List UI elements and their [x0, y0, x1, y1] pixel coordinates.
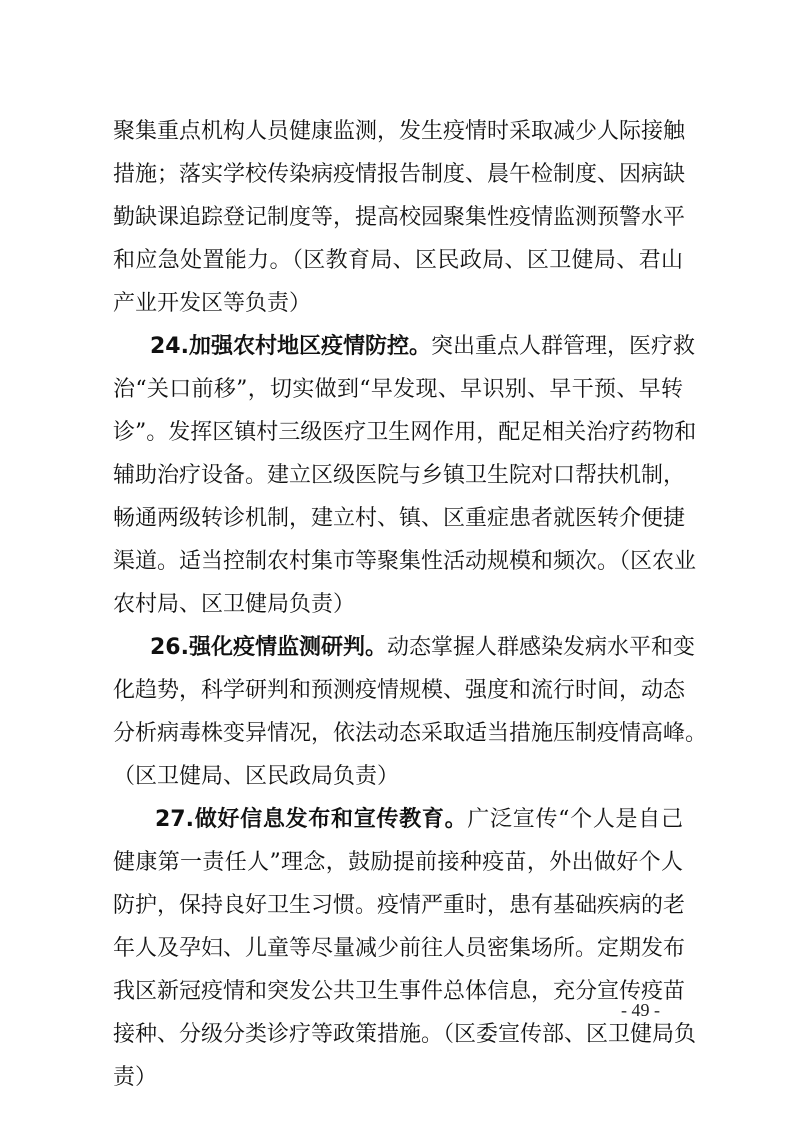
text-line: 畅通两级转诊机制，建立村、镇、区重症患者就医转介便捷	[113, 506, 686, 531]
text-line: 产业开发区等负责）	[113, 291, 312, 316]
text-line: 和应急处置能力。（区教育局、区民政局、区卫健局、君山	[113, 248, 683, 273]
text-line: 化趋势，科学研判和预测疫情规模、强度和流行时间，动态	[113, 678, 686, 703]
text-line: 措施；落实学校传染病疫情报告制度、晨午检制度、因病缺	[113, 162, 686, 187]
text-line: 分析病毒株变异情况，依法动态采取适当措施压制疫情高峰。	[113, 721, 708, 746]
item-26-first-line	[150, 633, 695, 663]
item-27-heading: 27.做好信息发布和宣传教育。	[155, 807, 468, 832]
text-line: 聚集重点机构人员健康监测，发生疫情时采取减少人际接触	[113, 119, 686, 144]
text-line: 治“关口前移”，切实做到“早发现、早识别、早干预、早转	[113, 377, 683, 402]
text-line: 责）	[113, 1065, 158, 1090]
item-26-heading: 26.强化疫情监测研判。	[150, 635, 387, 660]
item-24-heading: 24.加强农村地区疫情防控。	[150, 334, 431, 359]
text-line: （区卫健局、区民政局负责）	[113, 764, 400, 789]
page-number: - 49 -	[621, 1000, 660, 1020]
item-24-text: 突出重点人群管理，医疗救	[430, 334, 695, 359]
item-27-first-line	[155, 805, 683, 835]
item-27-text: 广泛宣传“个人是自己	[467, 807, 683, 832]
text-line: 健康第一责任人”理念，鼓励提前接种疫苗，外出做好个人	[113, 850, 683, 875]
text-line: 渠道。适当控制农村集市等聚集性活动规模和频次。（区农业	[113, 549, 697, 574]
text-line: 接种、分级分类诊疗等政策措施。（区委宣传部、区卫健局负	[113, 1022, 697, 1047]
text-line: 防护，保持良好卫生习惯。疫情严重时，患有基础疾病的老	[113, 893, 686, 918]
text-line: 辅助治疗设备。建立区级医院与乡镇卫生院对口帮扶机制，	[113, 463, 686, 488]
text-line: 我区新冠疫情和突发公共卫生事件总体信息，充分宣传疫苗	[113, 979, 686, 1004]
item-26-text: 动态掌握人群感染发病水平和变	[386, 635, 695, 660]
item-24-first-line	[150, 332, 695, 362]
text-line: 诊”。发挥区镇村三级医疗卫生网作用，配足相关治疗药物和	[113, 420, 697, 445]
text-line: 勤缺课追踪登记制度等，提高校园聚集性疫情监测预警水平	[113, 205, 686, 230]
text-line: 农村局、区卫健局负责）	[113, 592, 356, 617]
text-line: 年人及孕妇、儿童等尽量减少前往人员密集场所。定期发布	[113, 936, 686, 961]
